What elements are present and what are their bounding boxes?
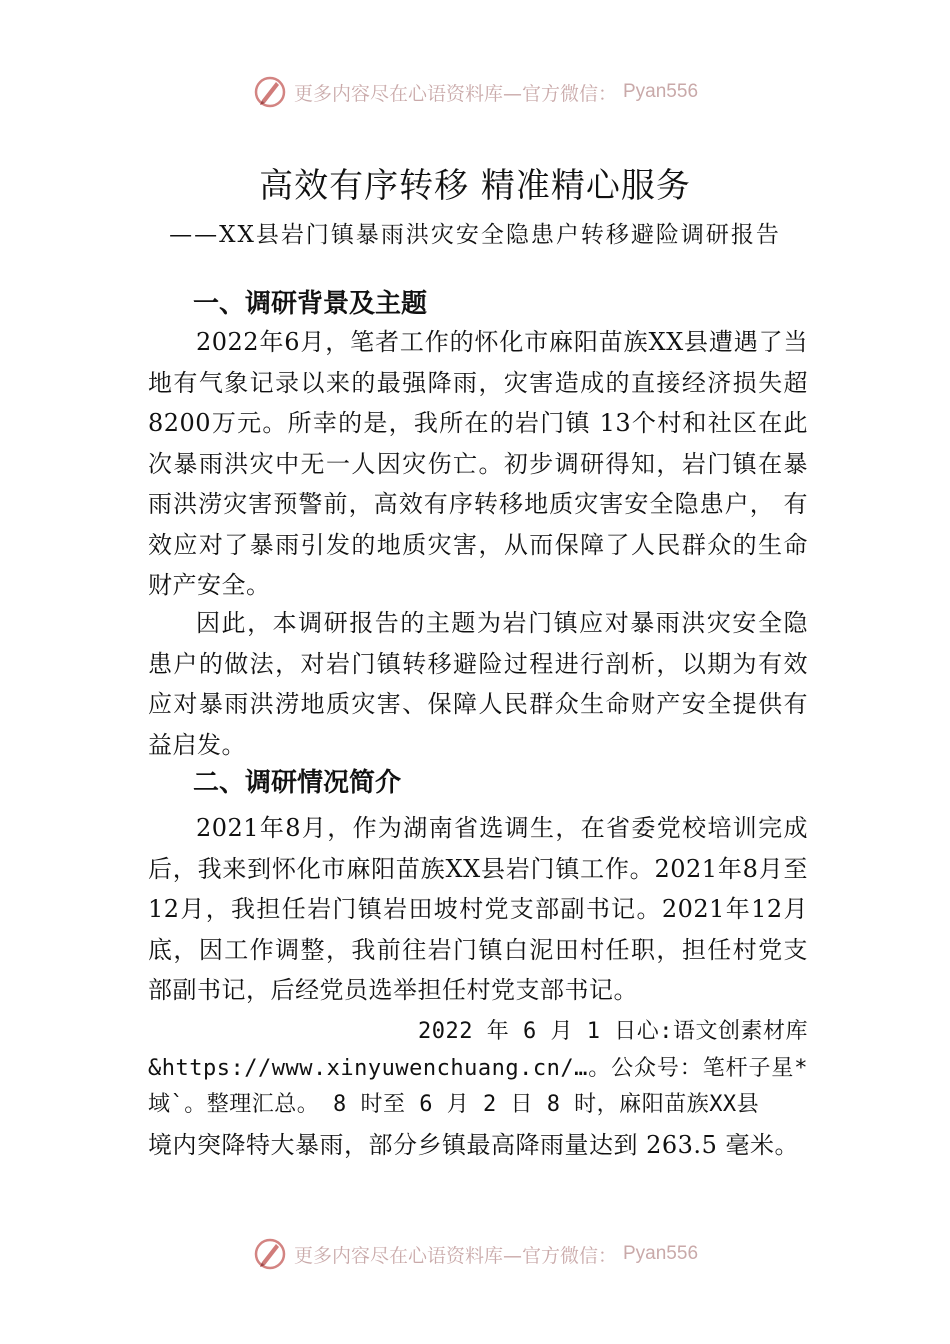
rainfall-line-1: 2022 年 6 月 1 日心:语文创素材库 xyxy=(418,1019,808,1044)
paragraph-situation: 2021年8月，作为湖南省选调生，在省委党校培训完成后，我来到怀化市麻阳苗族XX县岩门镇工作。2021年8月至12月，我担任岩门镇岩田坡村党支部副书记。2021年12月底，因工作调整，我前往岩门镇白泥田村任职，担任村党支部副书记，后经党员选举担任村党支部书记。 xyxy=(148,814,808,1004)
paragraph-background: 2022年6月，笔者工作的怀化市麻阳苗族XX县遭遇了当地有气象记录以来的最强降雨，灾害造成的直接经济损失超8200万元。所幸的是，我所在的岩门镇 13个村和社区在此次暴雨洪灾中无一人因灾伤亡。初步调研得知，岩门镇在暴雨洪涝灾害预警前，高效有序转移地质灾害安全隐患户， 有效应对了暴雨引发的地质灾害，从而保障了人民群众的生命财产安全。 xyxy=(148,328,808,599)
watermark-code: Pyan556 xyxy=(623,1243,699,1264)
watermark-text: 更多内容尽在心语资料库—官方微信： xyxy=(293,82,617,105)
pen-logo-icon xyxy=(252,74,288,110)
document-title: 高效有序转移 精准精心服务 xyxy=(259,166,691,206)
watermark-text: 更多内容尽在心语资料库—官方微信： xyxy=(293,1244,617,1267)
document-subtitle: ——XX县岩门镇暴雨洪灾安全隐患户转移避险调研报告 xyxy=(169,222,781,248)
watermark-top xyxy=(0,74,950,110)
watermark-bottom xyxy=(0,1236,950,1272)
rainfall-line-2: &https://www.xinyuwenchuang.cn/…。公众号：笔杆子星*域`。整理汇总。 8 时至 6 月 2 日 8 时，麻阳苗族XX县 xyxy=(148,1056,808,1117)
paragraph-rainfall xyxy=(148,1013,808,1165)
watermark-code: Pyan556 xyxy=(623,81,699,102)
section-heading-1: 一、调研背景及主题 xyxy=(193,289,428,319)
rainfall-line-3: 境内突降特大暴雨，部分乡镇最高降雨量达到 263.5 毫米。 xyxy=(148,1131,799,1159)
pen-logo-icon xyxy=(252,1236,288,1272)
paragraph-theme: 因此，本调研报告的主题为岩门镇应对暴雨洪灾安全隐患户的做法，对岩门镇转移避险过程进行剖析，以期为有效应对暴雨洪涝地质灾害、保障人民群众生命财产安全提供有益启发。 xyxy=(148,609,808,759)
section-heading-2: 二、调研情况简介 xyxy=(193,768,402,798)
